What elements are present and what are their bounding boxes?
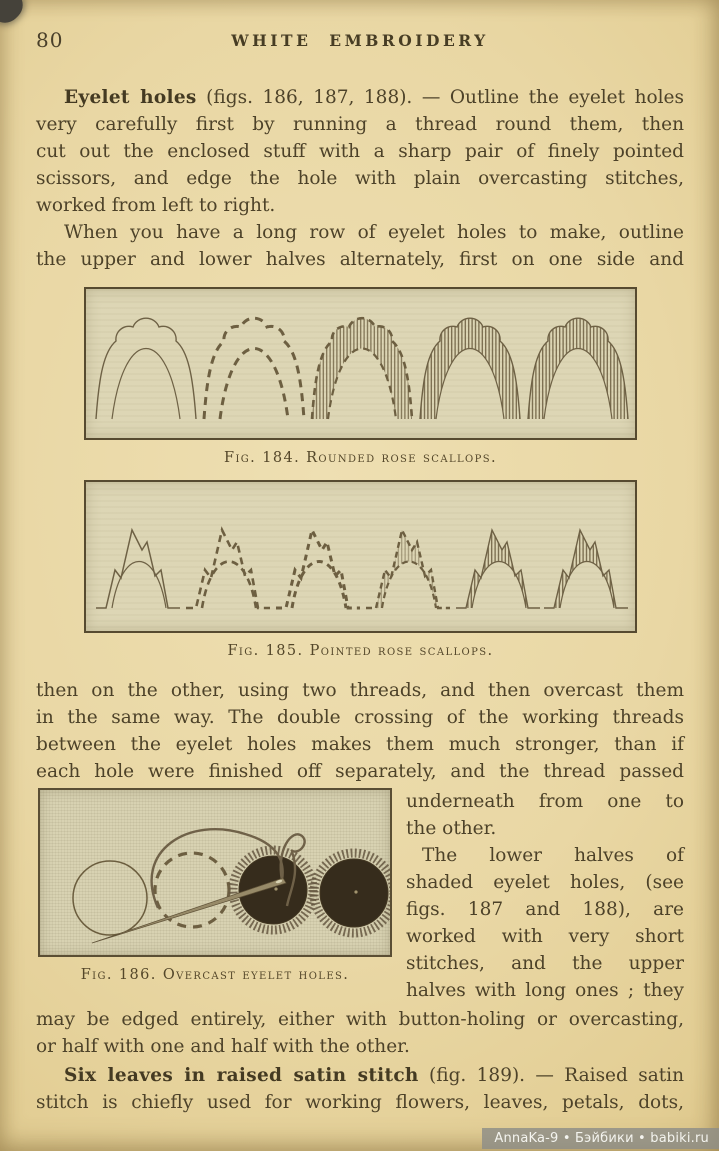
text-line: in the same way. The double crossing of the working threads [36,707,684,728]
scallop-half-worked [312,318,412,419]
paragraph-lines [406,869,684,1004]
text-line: the other. [406,818,497,839]
page-header [36,0,684,58]
text-line: worked from left to right. [36,195,276,216]
text-line: the upper and lower halves alternately, first on one side and [36,249,684,270]
pointed-scallop-padded [366,530,450,608]
text-line: The lower halves of [422,845,684,866]
text-line: or half with one and half with the other. [36,1036,410,1057]
scallop-finished [528,318,628,419]
running-head: WHITE EMBROIDERY [231,31,489,50]
lead-line-rest: (figs. 186, 187, 188). — Outline the eyelet holes [196,87,684,108]
pointed-scallop-traced [96,530,180,608]
text-line: figs. 187 and 188), are [406,899,684,920]
figure-186-caption: Fig. 186. Overcast eyelet holes. [80,967,350,983]
figure-186-panel [38,788,392,957]
text-line: may be edged entirely, either with button-holing or overcasting, [36,1009,684,1030]
figure-186-illustration [40,790,390,955]
text-line: scissors, and edge the hole with plain overcasting stitches, [36,168,684,189]
page-number: 80 [36,28,64,52]
paragraph-lead-line [36,1062,684,1089]
text-line: underneath from one to [406,791,684,812]
bold-lead-eyelet-holes: Eyelet holes [64,87,197,108]
bold-lead-six-leaves: Six leaves in raised satin stitch [64,1065,419,1086]
figure-185-panel [84,480,637,633]
paragraph-lead-line [36,84,684,111]
paragraph-lines [36,1006,684,1033]
text-line: worked with very short [406,926,684,947]
text-line: halves with long ones ; they [406,980,684,1001]
figure-186 [38,788,394,1004]
eyelet-overcast [233,850,313,930]
figure-185-caption: Fig. 185. Pointed rose scallops. [227,643,494,659]
figure-184 [84,287,637,468]
paragraph-six-leaves [36,1062,684,1116]
figure-and-text-columns [36,788,684,1004]
pointed-scallop-finished [544,530,628,608]
paragraph-lower-halves [406,842,684,1004]
paragraph-lines [36,246,684,273]
figure-185 [84,480,637,661]
eyelet-running-stitch [155,853,229,927]
text-line: between the eyelet holes makes them much stronger, than if [36,734,684,755]
paragraph-may-be-edged [36,1006,684,1060]
paragraph-underneath [406,788,684,842]
figure-184-caption: Fig. 184. Rounded rose scallops. [223,450,498,466]
pointed-scallop-stitched [276,530,360,608]
paragraph-eyelet-holes [36,84,684,219]
paragraph-then-on-other [36,677,684,785]
figure-184-illustration [86,289,635,438]
scallop-outline-traced [96,318,196,419]
pointed-scallop-finished [456,530,540,608]
text-line: shaded eyelet holes, (see [406,872,684,893]
eyelet-traced [73,861,147,935]
paragraph-lines [36,111,684,192]
pointed-scallop-running-stitch [186,530,270,608]
text-line: When you have a long row of eyelet holes to make, outline [64,222,684,243]
figure-185-illustration [86,482,635,631]
text-line: very carefully first by running a thread round them, then [36,114,684,135]
lead-line-rest: (fig. 189). — Raised satin [418,1065,684,1086]
eyelet-overcast [314,853,390,933]
text-line: stitch is chiefly used for working flowers, leaves, petals, dots, [36,1092,684,1113]
scallop-finished [420,318,520,419]
scallop-running-stitch [204,318,304,419]
text-line: each hole were finished off separately, and the thread passed [36,761,684,782]
text-column [406,788,684,1004]
figure-184-panel [84,287,637,440]
watermark-badge: AnnaKa-9 • Бэйбики • babiki.ru [482,1128,719,1149]
paragraph-lines [36,677,684,785]
paragraph-lines [406,788,684,815]
text-line: cut out the enclosed stuff with a sharp pair of finely pointed [36,141,684,162]
paragraph-lines [36,1089,684,1116]
text-line: then on the other, using two threads, and then overcast them [36,680,684,701]
text-line: stitches, and the upper [406,953,684,974]
paragraph-long-row [36,219,684,273]
